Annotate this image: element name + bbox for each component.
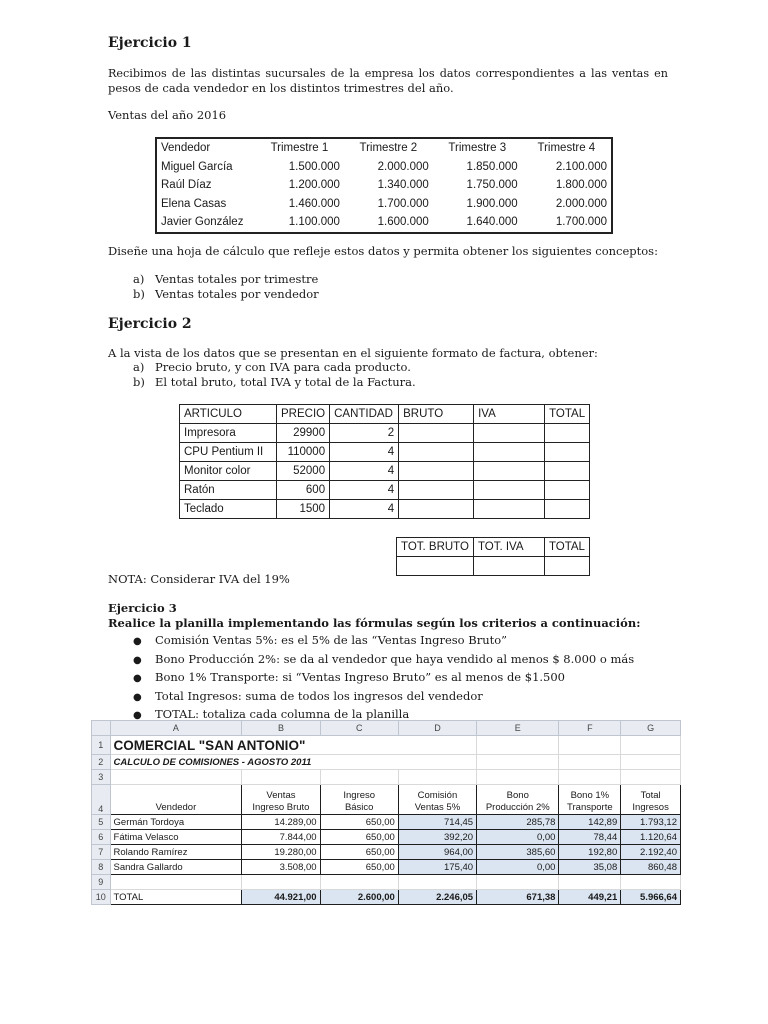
table-cell: 110000 bbox=[277, 443, 330, 462]
table-cell: 192,80 bbox=[559, 845, 621, 860]
table-cell: 714,45 bbox=[398, 815, 476, 830]
header-line-2: Transporte bbox=[567, 802, 613, 813]
row-number: 6 bbox=[92, 830, 111, 845]
table-cell: 2.100.000 bbox=[555, 160, 607, 173]
table-cell: 3.508,00 bbox=[242, 860, 320, 875]
column-header-row bbox=[92, 721, 681, 736]
table-cell: 1.700.000 bbox=[555, 216, 607, 229]
exercise-2-title: Ejercicio 2 bbox=[108, 316, 192, 332]
table-cell: 1.900.000 bbox=[466, 197, 518, 210]
table-cell: 1.120,64 bbox=[621, 830, 681, 845]
table-cell: 4 bbox=[330, 481, 399, 500]
bullet-icon: ● bbox=[133, 673, 142, 684]
table-cell: Javier González bbox=[161, 216, 244, 229]
row-number: 4 bbox=[92, 785, 111, 815]
header-cell: CANTIDAD bbox=[330, 405, 399, 424]
table-cell: 175,40 bbox=[398, 860, 476, 875]
table-cell: CPU Pentium II bbox=[180, 443, 277, 462]
table-cell bbox=[474, 424, 545, 443]
spreadsheet bbox=[91, 720, 681, 905]
table-row bbox=[180, 443, 590, 462]
row-number: 1 bbox=[92, 736, 111, 755]
empty-cell bbox=[398, 875, 476, 890]
header-line-2: Vendedor bbox=[155, 802, 197, 813]
table-cell: 2 bbox=[330, 424, 399, 443]
table-cell: Miguel García bbox=[161, 160, 233, 173]
exercise-2-note: NOTA: Considerar IVA del 19% bbox=[108, 572, 290, 586]
empty-cell bbox=[398, 770, 476, 785]
table-cell bbox=[399, 424, 474, 443]
total-cell: 2.246,05 bbox=[398, 890, 476, 905]
table-cell: Teclado bbox=[180, 500, 277, 519]
list-marker: a) bbox=[133, 272, 145, 286]
list-text: TOTAL: totaliza cada columna de la planilla bbox=[155, 707, 410, 721]
table-cell bbox=[474, 481, 545, 500]
total-cell: 2.600,00 bbox=[320, 890, 398, 905]
sheet-row bbox=[92, 845, 681, 860]
list-item bbox=[133, 651, 634, 670]
header-cell bbox=[477, 785, 559, 815]
table-cell: 650,00 bbox=[320, 815, 398, 830]
list-marker: b) bbox=[133, 287, 145, 301]
table-cell bbox=[545, 481, 590, 500]
header-line-2: Ingresos bbox=[632, 802, 669, 813]
table-cell: 142,89 bbox=[559, 815, 621, 830]
table-cell: 392,20 bbox=[398, 830, 476, 845]
list-text: Bono 1% Transporte: si “Ventas Ingreso Bruto” es al menos de $1.500 bbox=[155, 670, 566, 684]
table-row bbox=[156, 213, 612, 233]
table-cell bbox=[545, 424, 590, 443]
header-cell: PRECIO bbox=[277, 405, 330, 424]
total-cell: 5.966,64 bbox=[621, 890, 681, 905]
table-cell: 14.289,00 bbox=[242, 815, 320, 830]
header-line-1: Comisión bbox=[417, 790, 458, 801]
exercise-3-title: Ejercicio 3 bbox=[108, 601, 177, 615]
empty-cell bbox=[621, 736, 681, 755]
table-row bbox=[180, 424, 590, 443]
table-cell bbox=[474, 443, 545, 462]
sheet-total-row bbox=[92, 890, 681, 905]
list-item bbox=[133, 688, 634, 707]
table-cell bbox=[399, 443, 474, 462]
column-header: D bbox=[398, 721, 476, 736]
list-text: Total Ingresos: suma de todos los ingresos del vendedor bbox=[155, 688, 483, 703]
list-text: Ventas totales por vendedor bbox=[155, 287, 319, 301]
table-cell: 35,08 bbox=[559, 860, 621, 875]
table-cell: 2.000.000 bbox=[377, 160, 429, 173]
empty-cell bbox=[477, 875, 559, 890]
table-cell: 19.280,00 bbox=[242, 845, 320, 860]
empty-cell bbox=[621, 770, 681, 785]
empty-cell bbox=[559, 875, 621, 890]
header-line-2: Básico bbox=[344, 802, 374, 813]
header-cell: TOT. BRUTO bbox=[397, 538, 474, 557]
table-cell: 600 bbox=[277, 481, 330, 500]
empty-cell bbox=[621, 875, 681, 890]
table-cell: 1.850.000 bbox=[466, 160, 518, 173]
header-line-1: Bono bbox=[506, 790, 529, 801]
empty-cell bbox=[320, 770, 398, 785]
table-cell: 1.500.000 bbox=[288, 160, 340, 173]
intro-line-1: Recibimos de las distintas sucursales de la empresa los datos correspondientes a las ventas en bbox=[108, 67, 668, 80]
table-cell: Monitor color bbox=[180, 462, 277, 481]
list-text: Precio bruto, y con IVA para cada producto. bbox=[155, 360, 411, 374]
table-cell: 1.640.000 bbox=[466, 216, 518, 229]
header-line-2: Producción 2% bbox=[485, 802, 550, 813]
header-line-1: Total bbox=[640, 790, 661, 801]
table-row bbox=[180, 481, 590, 500]
row-number: 9 bbox=[92, 875, 111, 890]
sheet-header-row bbox=[92, 785, 681, 815]
table-cell: 1.200.000 bbox=[288, 179, 340, 192]
table-cell: 1.750.000 bbox=[466, 179, 518, 192]
table-cell: 78,44 bbox=[559, 830, 621, 845]
table-cell: 650,00 bbox=[320, 845, 398, 860]
empty-cell bbox=[559, 755, 621, 770]
table-cell bbox=[474, 462, 545, 481]
header-cell bbox=[559, 785, 621, 815]
table-cell: 650,00 bbox=[320, 830, 398, 845]
row-number: 10 bbox=[92, 890, 111, 905]
header-cell: Trimestre 4 bbox=[537, 142, 596, 155]
column-header: G bbox=[621, 721, 681, 736]
sheet-subtitle: CALCULO DE COMISIONES - AGOSTO 2011 bbox=[110, 755, 477, 770]
table-cell: Sandra Gallardo bbox=[110, 860, 242, 875]
bullet-icon: ● bbox=[133, 710, 142, 721]
header-cell: BRUTO bbox=[399, 405, 474, 424]
header-cell: IVA bbox=[474, 405, 545, 424]
table-cell: 1.800.000 bbox=[555, 179, 607, 192]
table-cell: 1.460.000 bbox=[288, 197, 340, 210]
empty-cell bbox=[242, 770, 320, 785]
table-cell: 285,78 bbox=[477, 815, 559, 830]
total-cell: 449,21 bbox=[559, 890, 621, 905]
table-cell: 650,00 bbox=[320, 860, 398, 875]
table-cell bbox=[545, 462, 590, 481]
table-cell bbox=[474, 500, 545, 519]
sales-table bbox=[155, 137, 613, 234]
table-cell: 1.100.000 bbox=[288, 216, 340, 229]
header-line-1: Ventas bbox=[266, 790, 296, 801]
header-line-2: Ventas 5% bbox=[414, 802, 461, 813]
table-header-row bbox=[156, 138, 612, 158]
header-cell: TOTAL bbox=[544, 538, 589, 557]
table-row bbox=[156, 158, 612, 177]
table-cell: Germán Tordoya bbox=[110, 815, 242, 830]
header-cell bbox=[110, 785, 242, 815]
exercise-1-intro bbox=[108, 66, 668, 96]
header-line-1: Bono 1% bbox=[570, 790, 610, 801]
table-cell: 860,48 bbox=[621, 860, 681, 875]
list-item bbox=[133, 360, 416, 375]
empty-cell bbox=[477, 755, 559, 770]
exercise-2-intro: A la vista de los datos que se presentan en el siguiente formato de factura, obtener: bbox=[108, 346, 598, 360]
table-cell: 0,00 bbox=[477, 830, 559, 845]
row-number: 2 bbox=[92, 755, 111, 770]
header-line-2: Ingreso Bruto bbox=[252, 802, 310, 813]
spreadsheet-grid bbox=[91, 720, 681, 905]
table-cell: 2.000.000 bbox=[555, 197, 607, 210]
table-cell: Ratón bbox=[180, 481, 277, 500]
row-number: 5 bbox=[92, 815, 111, 830]
table-cell: Fátima Velasco bbox=[110, 830, 242, 845]
table-cell: 52000 bbox=[277, 462, 330, 481]
table-cell: 1.600.000 bbox=[377, 216, 429, 229]
exercise-3-list bbox=[133, 632, 634, 725]
empty-cell bbox=[477, 736, 559, 755]
invoice-totals-table bbox=[396, 537, 590, 576]
total-cell: 671,38 bbox=[477, 890, 559, 905]
header-cell bbox=[621, 785, 681, 815]
empty-cell bbox=[110, 770, 242, 785]
bullet-icon: ● bbox=[133, 654, 142, 666]
list-text: Comisión Ventas 5%: es el 5% de las “Ventas Ingreso Bruto” bbox=[155, 633, 508, 647]
exercise-1-title: Ejercicio 1 bbox=[108, 35, 192, 51]
table-cell: Rolando Ramírez bbox=[110, 845, 242, 860]
table-cell: 0,00 bbox=[477, 860, 559, 875]
sheet-row bbox=[92, 830, 681, 845]
sheet-row bbox=[92, 736, 681, 755]
exercise-2-list bbox=[133, 360, 416, 390]
exercise-1-list bbox=[133, 272, 319, 302]
table-cell bbox=[473, 557, 544, 576]
exercise-3-heading: Realice la planilla implementando las fórmulas según los criterios a continuación: bbox=[108, 616, 641, 630]
empty-cell bbox=[110, 875, 242, 890]
table-header-row bbox=[397, 538, 590, 557]
table-cell: 4 bbox=[330, 500, 399, 519]
column-header: F bbox=[559, 721, 621, 736]
bullet-icon: ● bbox=[133, 691, 142, 703]
invoice-table bbox=[179, 404, 590, 519]
row-number: 3 bbox=[92, 770, 111, 785]
bullet-icon: ● bbox=[133, 636, 142, 647]
list-marker: a) bbox=[133, 360, 145, 374]
header-cell: ARTICULO bbox=[180, 405, 277, 424]
intro-line-2: pesos de cada vendedor en los distintos trimestres del año. bbox=[108, 81, 454, 95]
table-cell bbox=[399, 481, 474, 500]
sheet-row bbox=[92, 770, 681, 785]
sheet-row bbox=[92, 815, 681, 830]
list-item bbox=[133, 669, 634, 688]
table-cell: 964,00 bbox=[398, 845, 476, 860]
sheet-row bbox=[92, 755, 681, 770]
header-cell: TOT. IVA bbox=[473, 538, 544, 557]
table-cell: Raúl Díaz bbox=[161, 179, 212, 192]
list-marker: b) bbox=[133, 375, 145, 389]
list-item bbox=[133, 287, 319, 302]
exercise-1-task: Diseñe una hoja de cálculo que refleje estos datos y permita obtener los siguientes conceptos: bbox=[108, 244, 658, 258]
table-cell: 29900 bbox=[277, 424, 330, 443]
header-line-1: Ingreso bbox=[343, 790, 376, 801]
header-cell: Trimestre 1 bbox=[270, 142, 329, 155]
table-row bbox=[156, 195, 612, 214]
table-cell bbox=[399, 462, 474, 481]
corner-cell bbox=[92, 721, 111, 736]
header-cell: Vendedor bbox=[161, 142, 211, 155]
table-cell bbox=[545, 443, 590, 462]
header-cell: Trimestre 3 bbox=[448, 142, 507, 155]
list-text: El total bruto, total IVA y total de la Factura. bbox=[155, 375, 416, 389]
empty-cell bbox=[477, 770, 559, 785]
header-cell bbox=[398, 785, 476, 815]
table-cell: 2.192,40 bbox=[621, 845, 681, 860]
header-cell bbox=[242, 785, 320, 815]
header-cell: TOTAL bbox=[545, 405, 590, 424]
table-row bbox=[397, 557, 590, 576]
exercise-1-subtitle: Ventas del año 2016 bbox=[108, 108, 227, 122]
column-header: E bbox=[477, 721, 559, 736]
column-header: A bbox=[110, 721, 242, 736]
table-cell: 385,60 bbox=[477, 845, 559, 860]
row-number: 7 bbox=[92, 845, 111, 860]
table-header-row bbox=[180, 405, 590, 424]
total-label: TOTAL bbox=[110, 890, 242, 905]
empty-cell bbox=[320, 875, 398, 890]
sheet-row bbox=[92, 875, 681, 890]
empty-cell bbox=[559, 770, 621, 785]
table-cell: 7.844,00 bbox=[242, 830, 320, 845]
total-cell: 44.921,00 bbox=[242, 890, 320, 905]
column-header: C bbox=[320, 721, 398, 736]
header-cell bbox=[320, 785, 398, 815]
list-item bbox=[133, 632, 634, 651]
table-cell: 1500 bbox=[277, 500, 330, 519]
list-text: Ventas totales por trimestre bbox=[155, 272, 319, 286]
table-cell: Elena Casas bbox=[161, 197, 227, 210]
empty-cell bbox=[559, 736, 621, 755]
table-row bbox=[180, 462, 590, 481]
list-item bbox=[133, 272, 319, 287]
table-cell: 1.700.000 bbox=[377, 197, 429, 210]
table-cell: 4 bbox=[330, 443, 399, 462]
table-cell: 1.793,12 bbox=[621, 815, 681, 830]
list-text: Bono Producción 2%: se da al vendedor que haya vendido al menos $ 8.000 o más bbox=[155, 651, 635, 666]
table-cell bbox=[399, 500, 474, 519]
table-cell: 1.340.000 bbox=[377, 179, 429, 192]
column-header: B bbox=[242, 721, 320, 736]
sheet-title: COMERCIAL "SAN ANTONIO" bbox=[110, 736, 477, 755]
table-cell bbox=[397, 557, 474, 576]
table-row bbox=[180, 500, 590, 519]
list-item bbox=[133, 375, 416, 390]
header-cell: Trimestre 2 bbox=[359, 142, 418, 155]
sheet-row bbox=[92, 860, 681, 875]
empty-cell bbox=[621, 755, 681, 770]
table-row bbox=[156, 176, 612, 195]
table-cell: 4 bbox=[330, 462, 399, 481]
table-cell bbox=[544, 557, 589, 576]
table-cell: Impresora bbox=[180, 424, 277, 443]
row-number: 8 bbox=[92, 860, 111, 875]
table-cell bbox=[545, 500, 590, 519]
empty-cell bbox=[242, 875, 320, 890]
